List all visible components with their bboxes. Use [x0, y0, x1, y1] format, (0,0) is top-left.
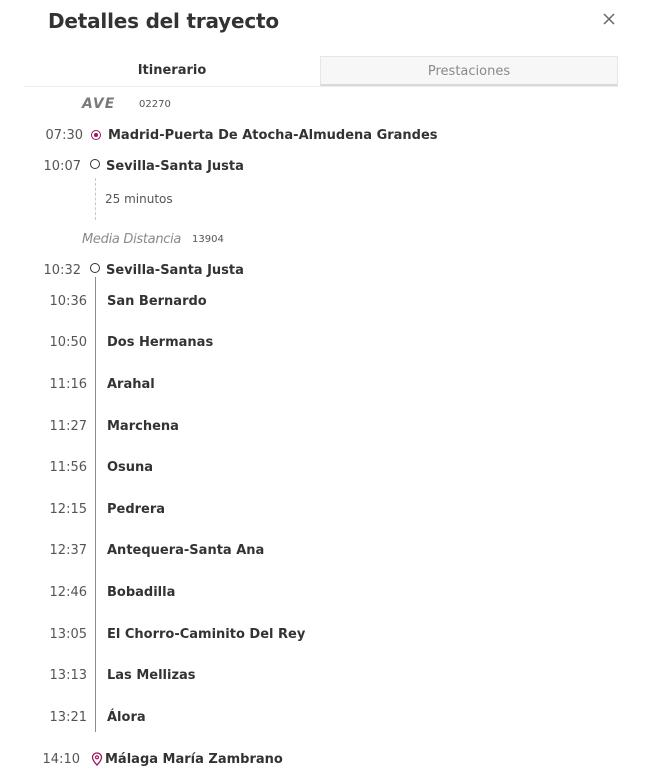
train-number: 13904 [192, 234, 224, 245]
origin-marker-icon [91, 130, 101, 140]
stop-station: Bobadilla [107, 585, 176, 600]
arrival-station: Sevilla-Santa Justa [106, 159, 244, 174]
stop-time: 13:05 [49, 627, 87, 642]
stop-station: Álora [107, 710, 146, 725]
stop-time: 11:16 [49, 377, 87, 392]
stop-station: Pedrera [107, 502, 166, 517]
media-distancia-logo: Media Distancia [82, 232, 182, 247]
stop-time: 10:50 [49, 335, 87, 350]
stop-station: Arahal [107, 377, 155, 392]
location-pin-icon [91, 752, 103, 766]
stop-time: 12:46 [49, 585, 87, 600]
arrival-time: 10:07 [43, 159, 81, 174]
stop-time: 11:56 [49, 460, 87, 475]
stop-station: Antequera-Santa Ana [107, 543, 265, 558]
arrival-time: 14:10 [42, 752, 80, 767]
stop-time: 13:13 [49, 668, 87, 683]
transfer-connector [95, 178, 96, 220]
route-line [95, 277, 96, 732]
train-number: 02270 [139, 99, 171, 110]
stop-time: 11:27 [49, 419, 87, 434]
stop-station: Osuna [107, 460, 154, 475]
close-icon[interactable] [600, 10, 618, 28]
stop-station: Las Mellizas [107, 668, 196, 683]
page-title: Detalles del trayecto [48, 9, 279, 33]
stop-time: 12:15 [49, 502, 87, 517]
ave-logo: AVE [82, 96, 116, 112]
station-marker-icon [90, 159, 100, 169]
departure-station: Sevilla-Santa Justa [106, 263, 244, 278]
stop-station: El Chorro-Caminito Del Rey [107, 627, 306, 642]
stop-time: 10:36 [49, 294, 87, 309]
tab-itinerario[interactable]: Itinerario [24, 56, 320, 86]
tab-divider [24, 86, 618, 87]
stop-station: Dos Hermanas [107, 335, 214, 350]
departure-time: 07:30 [45, 128, 83, 143]
transfer-duration: 25 minutos [105, 192, 173, 206]
departure-station: Madrid-Puerta De Atocha-Almudena Grandes [108, 128, 438, 143]
departure-time: 10:32 [43, 263, 81, 278]
tab-prestaciones[interactable]: Prestaciones [320, 56, 618, 86]
station-marker-icon [90, 263, 100, 273]
stop-station: San Bernardo [107, 294, 207, 309]
stop-station: Marchena [107, 419, 179, 434]
stop-time: 12:37 [49, 543, 87, 558]
arrival-station: Málaga María Zambrano [105, 752, 283, 767]
tab-bar [24, 56, 618, 86]
stop-time: 13:21 [49, 710, 87, 725]
